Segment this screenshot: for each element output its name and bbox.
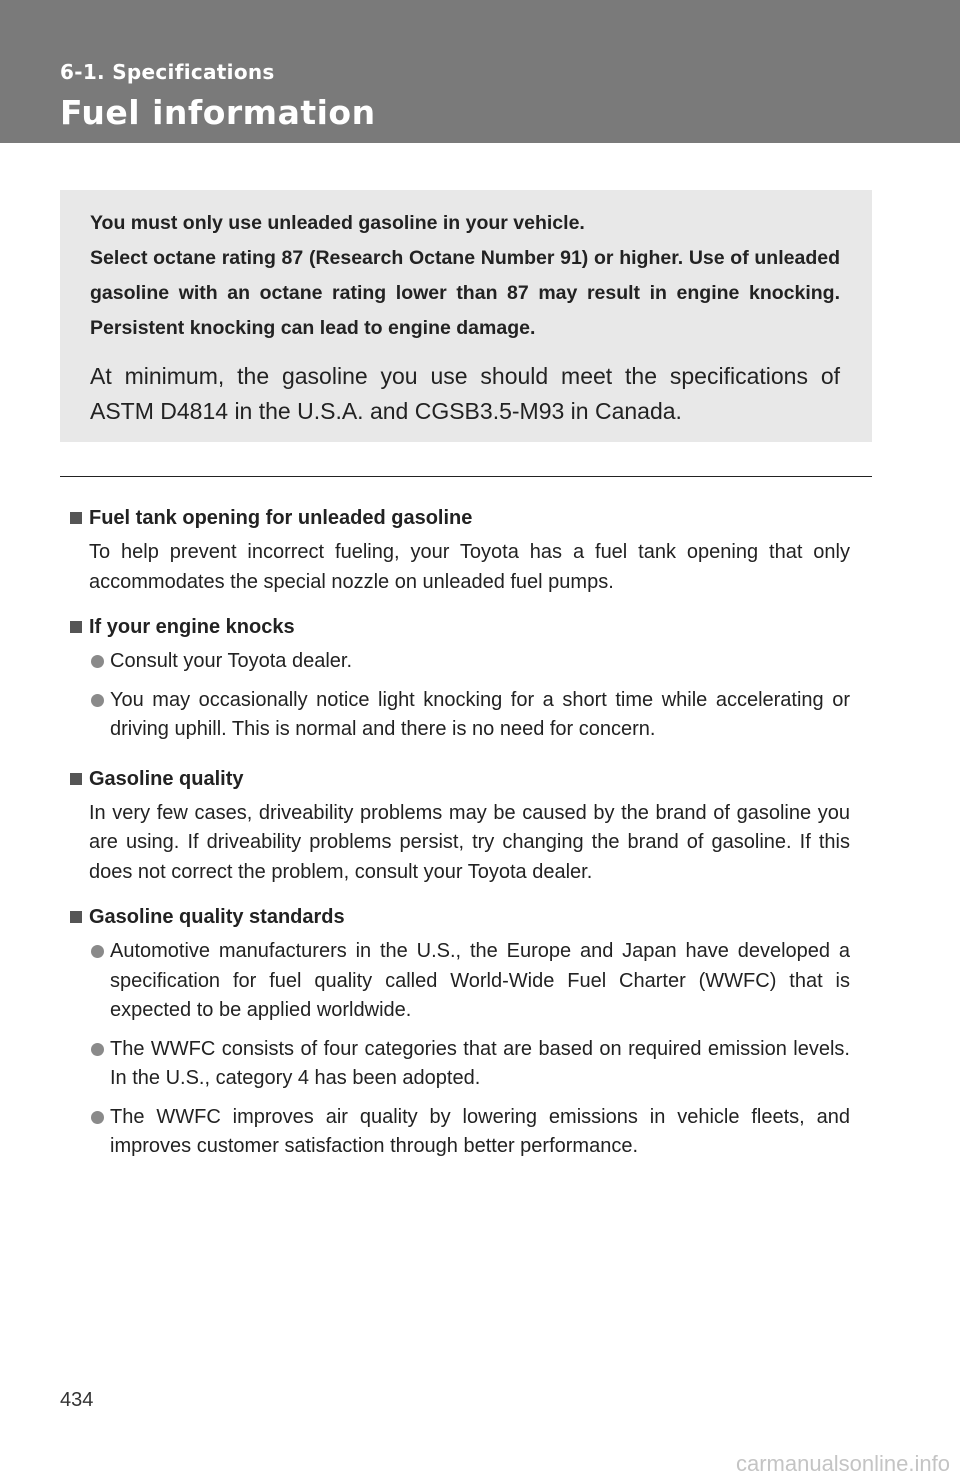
square-bullet-icon [70, 911, 82, 923]
square-bullet-icon [70, 621, 82, 633]
list-item-text: The WWFC consists of four categories that are based on required emission levels. In the U.S., category 4 has been adopted. [110, 1037, 850, 1089]
list-item-text: The WWFC improves air quality by lowering emissions in vehicle fleets, and improves customer satisfaction through better performance. [110, 1105, 850, 1157]
circle-bullet-icon [91, 655, 104, 668]
topic-heading [70, 902, 850, 932]
list-item [89, 647, 850, 677]
topic-paragraph: In very few cases, driveability problems may be caused by the brand of gasoline you are using. If driveability problems persist, try changing the brand of gasoline. If this does not correct the problem, consult your Toyota dealer. [89, 801, 850, 883]
main-content [70, 503, 850, 1171]
page-number: 434 [60, 1389, 94, 1411]
circle-bullet-icon [91, 1043, 104, 1056]
topic-engine-knocks [70, 612, 850, 745]
circle-bullet-icon [91, 1111, 104, 1124]
square-bullet-icon [70, 773, 82, 785]
topic-paragraph: To help prevent incorrect fueling, your Toyota has a fuel tank opening that only accommodates the special nozzle on unleaded fuel pumps. [89, 541, 850, 593]
list-item-text: Automotive manufacturers in the U.S., the Europe and Japan have developed a specification for fuel quality called World-Wide Fuel Charter (WWFC) that is expected to be applied worldwide. [110, 940, 850, 1021]
topic-heading-text: If your engine knocks [89, 616, 295, 638]
topic-heading-text: Gasoline quality standards [89, 906, 345, 928]
notice-box [60, 190, 872, 442]
list-item [89, 1103, 850, 1162]
circle-bullet-icon [91, 945, 104, 958]
topic-heading-text: Fuel tank opening for unleaded gasoline [89, 507, 473, 529]
topic-heading-text: Gasoline quality [89, 767, 244, 790]
topic-heading [70, 612, 850, 642]
divider [60, 476, 872, 477]
topic-heading [70, 503, 850, 533]
topic-gasoline-quality [70, 764, 850, 888]
page-header [0, 0, 960, 143]
watermark: carmanualsonline.info [735, 1451, 950, 1476]
list-item [89, 686, 850, 745]
list-item-text: Consult your Toyota dealer. [110, 650, 353, 672]
list-item [89, 937, 850, 1026]
topic-fuel-tank-opening [70, 503, 850, 597]
topic-gasoline-quality-standards [70, 902, 850, 1162]
circle-bullet-icon [91, 694, 104, 707]
notice-bold-line-2: Select octane rating 87 (Research Octane Number 91) or higher. Use of unleaded gasoline with an octane rating lower than 87 may result in engine knocking. Persistent knocking can lead to engine damage. [90, 247, 840, 339]
list-item-text: You may occasionally notice light knocking for a short time while accelerating or driving uphill. This is normal and there is no need for concern. [110, 688, 850, 740]
notice-bold-line-1: You must only use unleaded gasoline in your vehicle. [90, 212, 585, 234]
list-item [89, 1035, 850, 1094]
section-label: 6-1. Specifications [60, 60, 275, 84]
square-bullet-icon [70, 512, 82, 524]
page-title: Fuel information [60, 93, 376, 132]
topic-heading [70, 764, 850, 794]
notice-specification-text: At minimum, the gasoline you use should meet the specifications of ASTM D4814 in the U.S.A. and CGSB3.5-M93 in Canada. [90, 363, 840, 424]
